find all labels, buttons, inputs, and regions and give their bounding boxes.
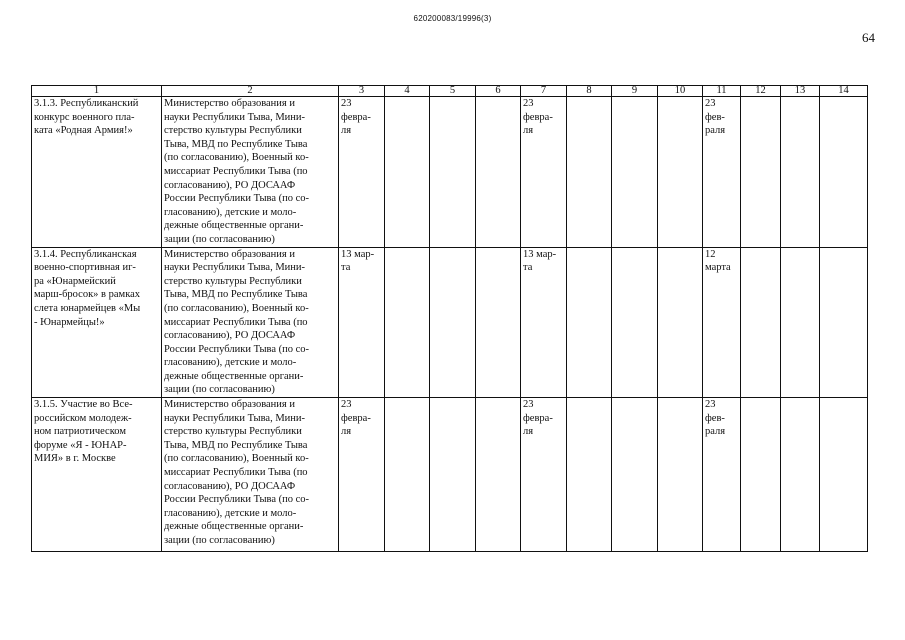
executors-cell [162,247,339,398]
event-cell-line: марш-бросок» в рамках [34,289,141,301]
executors-cell-line: дежные общественные органи- [164,370,304,382]
date-cell-col7-line: февра- [523,111,553,123]
event-cell-line: военно-спортивная иг- [34,262,136,274]
executors-cell-line: зации (по согласованию) [164,535,275,546]
date-cell-col3-line: 23 [341,98,352,109]
executors-cell-line: миссариат Республики Тыва (по [164,316,308,328]
event-cell-line: 3.1.3. Республиканский [34,98,139,109]
executors-cell-line: дежные общественные органи- [164,521,304,533]
column-header: 6 [476,86,521,97]
empty-cell [781,97,820,248]
column-header: 10 [658,86,703,97]
date-cell-col7-line: 13 мар- [523,248,557,260]
empty-cell [820,247,868,398]
empty-cell [820,398,868,552]
executors-cell-line: миссариат Республики Тыва (по [164,467,308,479]
executors-cell-line: согласованию), РО ДОСААФ [164,330,296,342]
event-cell [32,247,162,398]
table-row [32,398,868,552]
column-header: 2 [162,86,339,97]
executors-cell-line: науки Республики Тыва, Мини- [164,111,306,123]
executors-cell-line: стерство культуры Республики [164,125,302,137]
executors-cell-line: стерство культуры Республики [164,275,302,287]
event-cell [32,398,162,552]
column-number-row [32,86,868,97]
event-cell-line: ра «Юнармейский [34,275,116,287]
date-cell-col11 [703,398,741,552]
event-cell-line: - Юнармейцы!» [34,316,105,328]
empty-cell [781,247,820,398]
event-cell-line: российском молодеж- [34,412,132,424]
date-cell-col7 [521,247,567,398]
date-cell-col11 [703,97,741,248]
empty-cell [476,97,521,248]
empty-cell [385,398,430,552]
date-cell-col11-line: раля [705,426,726,438]
date-cell-col11-line: раля [705,125,726,137]
date-cell-col7-line: та [523,262,533,274]
empty-cell [781,398,820,552]
empty-cell [741,247,781,398]
executors-cell-line: согласованию), РО ДОСААФ [164,480,296,492]
table-row [32,97,868,248]
date-cell-col7-line: 23 [523,399,534,411]
executors-cell-line: согласованию), РО ДОСААФ [164,179,296,191]
date-cell-col11-line: фев- [705,412,725,424]
date-cell-col11-line: 23 [705,399,716,411]
executors-cell-line: Министерство образования и [164,248,295,260]
column-header: 5 [430,86,476,97]
empty-cell [430,398,476,552]
executors-cell-line: (по согласованию), Военный ко- [164,152,309,164]
executors-cell-line: (по согласованию), Военный ко- [164,302,309,314]
date-cell-col3-line: 13 мар- [341,248,375,260]
executors-cell-line: Министерство образования и [164,399,295,411]
date-cell-col11-line: марта [705,262,731,274]
event-cell-line: 3.1.4. Республиканская [34,248,137,260]
executors-cell-line: миссариат Республики Тыва (по [164,165,308,177]
event-cell-line: 3.1.5. Участие во Все- [34,399,133,411]
page-number: 64 [862,30,875,45]
empty-cell [612,398,658,552]
empty-cell [567,398,612,552]
empty-cell [658,97,703,248]
date-cell-col3-line: февра- [341,111,371,123]
column-header: 11 [703,86,741,97]
executors-cell-line: зации (по согласованию) [164,384,275,396]
date-cell-col3 [339,97,385,248]
column-header: 1 [32,86,162,97]
column-header: 4 [385,86,430,97]
column-header: 8 [567,86,612,97]
column-header: 3 [339,86,385,97]
empty-cell [612,247,658,398]
date-cell-col7-line: ля [523,426,534,438]
date-cell-col11-line: 12 [705,248,716,260]
date-cell-col11-line: фев- [705,111,725,123]
column-header: 13 [781,86,820,97]
column-header: 14 [820,86,868,97]
event-cell-line: ном патриотическом [34,426,126,438]
executors-cell-line: Тыва, МВД по Республике Тыва [164,439,308,451]
empty-cell [476,398,521,552]
executors-cell-line: гласованию), детские и моло- [164,206,297,218]
executors-cell [162,398,339,552]
plan-table [31,85,868,552]
empty-cell [658,398,703,552]
executors-cell-line: Тыва, МВД по Республике Тыва [164,289,308,301]
column-header: 12 [741,86,781,97]
date-cell-col3 [339,247,385,398]
event-cell-line: форуме «Я - ЮНАР- [34,439,127,451]
event-cell-line: ката «Родная Армия!» [34,125,133,137]
empty-cell [567,97,612,248]
empty-cell [741,398,781,552]
executors-cell-line: Тыва, МВД по Республике Тыва [164,138,308,150]
date-cell-col3-line: февра- [341,412,371,424]
executors-cell [162,97,339,248]
empty-cell [430,97,476,248]
date-cell-col7-line: ля [523,125,534,137]
date-cell-col3-line: ля [341,426,352,438]
empty-cell [476,247,521,398]
event-cell-line: слета юнармейцев «Мы [34,302,141,314]
executors-cell-line: России Республики Тыва (по со- [164,193,310,205]
executors-cell-line: науки Республики Тыва, Мини- [164,262,306,274]
executors-cell-line: России Республики Тыва (по со- [164,343,310,355]
empty-cell [612,97,658,248]
document-id: 620200083/19996(3) [413,14,492,23]
executors-cell-line: дежные общественные органи- [164,220,304,232]
date-cell-col7-line: февра- [523,412,553,424]
executors-cell-line: зации (по согласованию) [164,233,275,245]
empty-cell [658,247,703,398]
column-header: 7 [521,86,567,97]
table-row [32,247,868,398]
date-cell-col3 [339,398,385,552]
date-cell-col7 [521,398,567,552]
empty-cell [385,247,430,398]
date-cell-col3-line: ля [341,125,352,137]
executors-cell-line: гласованию), детские и моло- [164,357,297,369]
date-cell-col7 [521,97,567,248]
executors-cell-line: (по согласованию), Военный ко- [164,453,309,465]
empty-cell [820,97,868,248]
executors-cell-line: стерство культуры Республики [164,426,302,438]
column-header: 9 [612,86,658,97]
date-cell-col3-line: та [341,262,351,274]
event-cell-line: конкурс военного пла- [34,111,135,123]
empty-cell [385,97,430,248]
date-cell-col7-line: 23 [523,98,534,109]
empty-cell [741,97,781,248]
event-cell [32,97,162,248]
date-cell-col11-line: 23 [705,98,716,109]
event-cell-line: МИЯ» в г. Москве [34,453,116,465]
date-cell-col3-line: 23 [341,399,352,411]
executors-cell-line: Министерство образования и [164,98,295,109]
date-cell-col11 [703,247,741,398]
executors-cell-line: гласованию), детские и моло- [164,507,297,519]
empty-cell [430,247,476,398]
executors-cell-line: науки Республики Тыва, Мини- [164,412,306,424]
executors-cell-line: России Республики Тыва (по со- [164,494,310,506]
empty-cell [567,247,612,398]
